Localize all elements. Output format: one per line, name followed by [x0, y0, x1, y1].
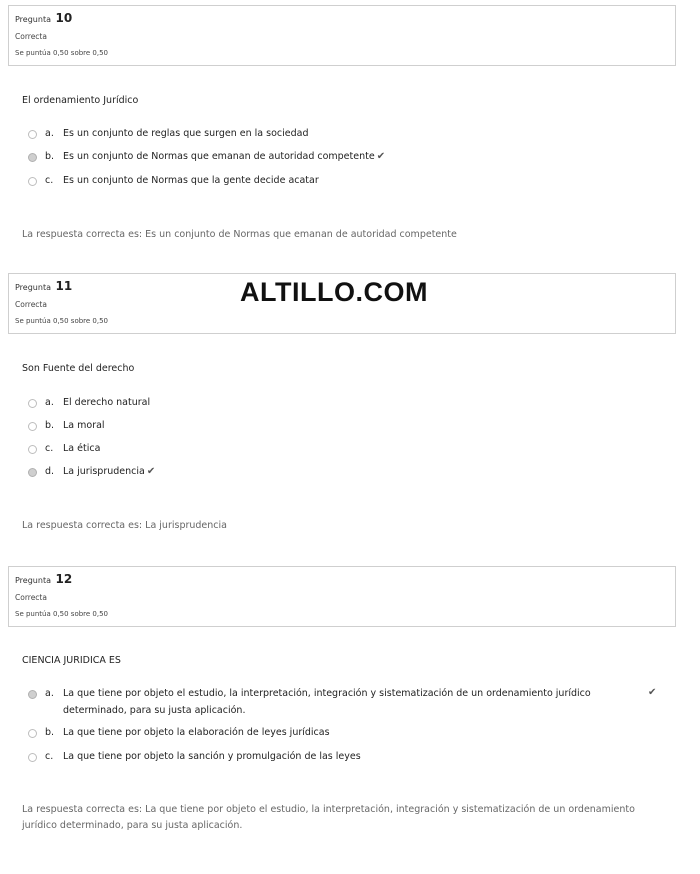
option-b[interactable]: [28, 727, 330, 738]
option-a[interactable]: [28, 688, 668, 719]
option-letter: c.: [45, 175, 54, 186]
question-number: 11: [55, 279, 73, 293]
question-text: El ordenamiento Jurídico: [22, 95, 139, 106]
radio-button-icon[interactable]: [28, 753, 37, 762]
question-status: Correcta: [15, 593, 47, 602]
correct-answer: La respuesta correcta es: Es un conjunto de Normas que emanan de autoridad competente: [22, 229, 457, 240]
option-c[interactable]: [28, 443, 100, 454]
question-number: 12: [55, 572, 73, 586]
question-text: CIENCIA JURIDICA ES: [22, 655, 121, 666]
option-letter: a.: [45, 688, 54, 699]
correct-answer-line: jurídico determinado, para su justa aplicación.: [22, 820, 243, 831]
option-text: La jurisprudencia: [63, 466, 145, 477]
radio-button-icon[interactable]: [28, 177, 37, 186]
option-d[interactable]: [28, 466, 155, 477]
option-letter: a.: [45, 397, 54, 408]
option-text: La que tiene por objeto la sanción y promulgación de las leyes: [63, 751, 361, 762]
option-text: La que tiene por objeto el estudio, la interpretación, integración y sistematización de un ordenamiento jurídico: [63, 688, 591, 699]
question-label: Pregunta 10: [15, 11, 73, 25]
option-letter: d.: [45, 466, 55, 477]
radio-button-icon[interactable]: [28, 729, 37, 738]
checkmark-icon: ✔: [648, 687, 657, 698]
option-letter: b.: [45, 151, 55, 162]
question-status: Correcta: [15, 32, 47, 41]
option-a[interactable]: [28, 397, 150, 408]
correct-answer: [22, 802, 635, 834]
question-status: Correcta: [15, 300, 47, 309]
radio-button-icon[interactable]: [28, 153, 37, 162]
question-score: Se puntúa 0,50 sobre 0,50: [15, 49, 109, 57]
watermark: ALTILLO.COM: [240, 277, 428, 307]
question-text: Son Fuente del derecho: [22, 363, 135, 374]
option-text: La ética: [63, 443, 101, 454]
option-letter: a.: [45, 128, 54, 139]
question-info-10: [8, 5, 676, 66]
option-text: La que tiene por objeto la elaboración de leyes jurídicas: [63, 727, 330, 738]
question-score: Se puntúa 0,50 sobre 0,50: [15, 610, 109, 618]
option-b[interactable]: [28, 420, 105, 431]
option-b[interactable]: [28, 151, 385, 162]
radio-button-icon[interactable]: [28, 130, 37, 139]
option-a[interactable]: [28, 128, 308, 139]
option-c[interactable]: [28, 751, 361, 762]
checkmark-icon: ✔: [376, 151, 386, 162]
option-text: El derecho natural: [63, 397, 151, 408]
correct-answer: La respuesta correcta es: La jurisprudencia: [22, 520, 227, 531]
option-text: Es un conjunto de reglas que surgen en la sociedad: [63, 128, 309, 139]
option-letter: c.: [45, 751, 54, 762]
question-score: Se puntúa 0,50 sobre 0,50: [15, 317, 109, 325]
radio-button-icon[interactable]: [28, 445, 37, 454]
question-label: Pregunta 11: [15, 279, 73, 293]
radio-button-icon[interactable]: [28, 422, 37, 431]
question-number: 10: [55, 11, 73, 25]
question-info-12: [8, 566, 676, 627]
radio-button-icon[interactable]: [28, 399, 37, 408]
option-text-block: [63, 685, 591, 719]
option-text: La moral: [63, 420, 105, 431]
correct-answer-line: La respuesta correcta es: La que tiene por objeto el estudio, la interpretación, integración y sistematización de un ordenamiento: [22, 804, 635, 815]
option-letter: b.: [45, 727, 55, 738]
question-label: Pregunta 12: [15, 572, 73, 586]
option-text: Es un conjunto de Normas que emanan de autoridad competente: [63, 151, 375, 162]
option-letter: c.: [45, 443, 54, 454]
option-text: determinado, para su justa aplicación.: [63, 705, 246, 716]
radio-button-icon[interactable]: [28, 468, 37, 477]
checkmark-icon: ✔: [146, 466, 156, 477]
radio-button-icon[interactable]: [28, 690, 37, 699]
option-text: Es un conjunto de Normas que la gente decide acatar: [63, 175, 319, 186]
option-c[interactable]: [28, 175, 319, 186]
option-letter: b.: [45, 420, 55, 431]
